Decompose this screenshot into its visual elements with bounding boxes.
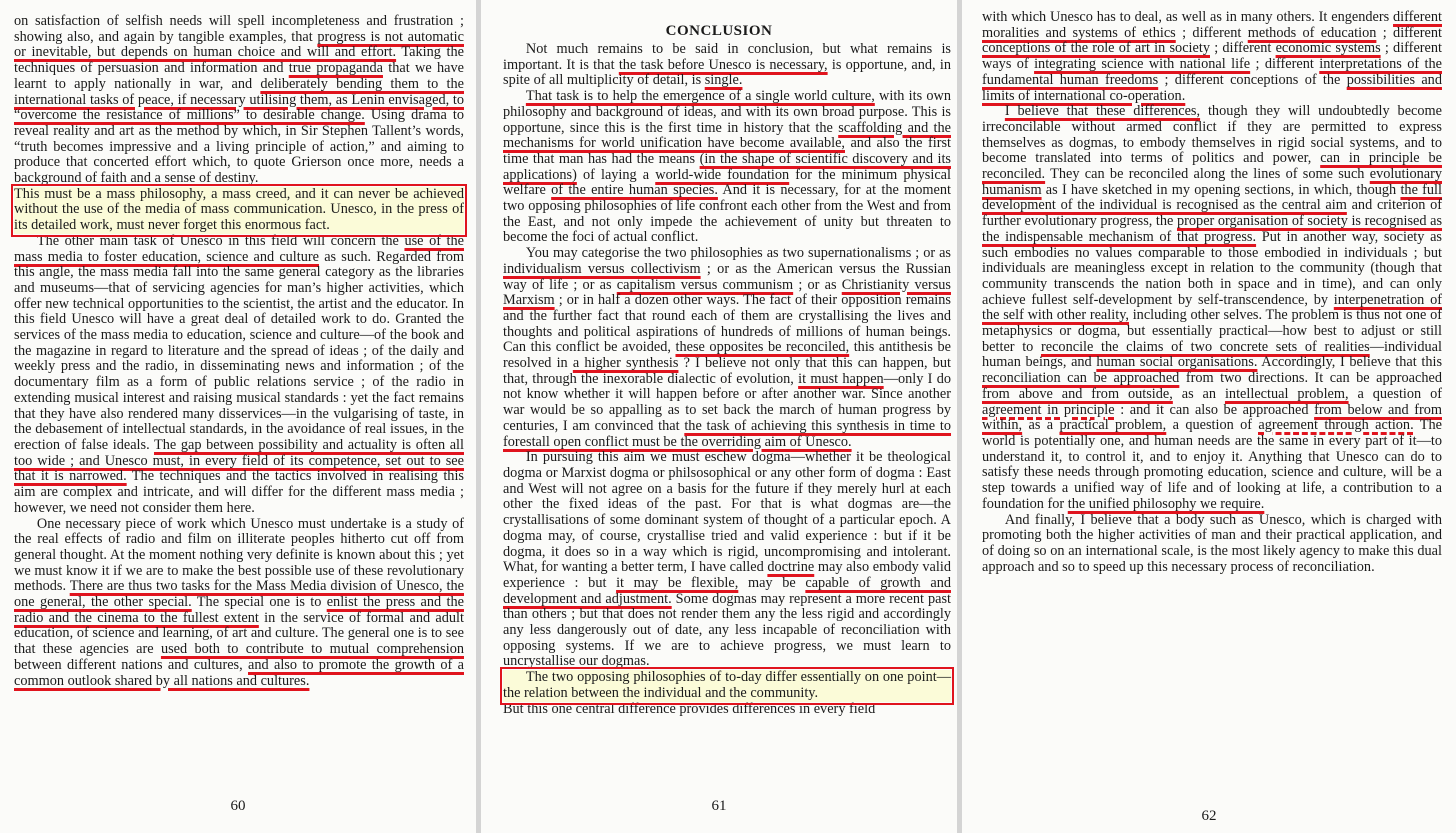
underlined-phrase: enlist the press and the radio and the cinema to the fullest extent [14,594,464,626]
page-number: 62 [1201,808,1217,824]
underlined-phrase: these opposites be reconciled, [675,339,850,356]
text-run: And finally, I believe that a body such as Unesco, which is charged with promoting both the higher activities of man and their practical application, and of doing so on an international scale, is the most likely agency to make this dual approach and so to speed up this necessary process of reconciliation. [982,511,1442,575]
text-run: ; or as [793,276,842,293]
underlined-phrase: reconciliation can be approached [982,370,1180,387]
text-run: between different nations and cultures, [14,656,249,673]
paragraph [503,42,951,89]
text-run: You may categorise the two philosophies as two supernationalisms ; or as [525,245,951,262]
text-run: They can be reconciled along the lines of some such [1045,166,1370,183]
underlined-phrase: agreement in principle [982,401,1115,418]
highlighted-passage: The two opposing philosophies of to-day differ essentially on one point—the relation between the individual and the community. [503,669,951,701]
text-run: Put in another way, society as such embodies no values comparable to those embodied in individuals ; but individuals are meaningless except in relation to the community (though that community transcends the nation both in space and in time), and can only achieve fullest self-development by self-transcendence, by [982,228,1442,308]
text-run: though they will undoubtedly become irreconcilable without armed conflict if they are permitted to express themselves as dogmas, to embody themselves in rigid social systems, and to become translated into terms of politics and power, [982,103,1442,167]
text-run: with which Unesco has to deal, as well as in many others. It engenders [982,9,1394,25]
underlined-phrase: methods of education [1247,24,1377,41]
underlined-phrase: the task before Unesco is necessary, [618,56,828,73]
text-run: and criterion of further evolutionary progress, the [982,197,1442,230]
page-60 [0,0,476,833]
text-run: a question of [1348,385,1442,402]
text-run: on satisfaction of selfish needs will spell incompleteness and frustration ; showing also, and again by tangible examples, that [14,13,464,45]
text-run: ; different conceptions of the [1158,71,1347,88]
text-run: as an [1172,385,1225,402]
text-run: for the minimum physical welfare [503,166,951,199]
underlined-phrase: I believe that these differences, [1004,103,1201,120]
text-run: : and it can also be approached [1114,401,1315,418]
underlined-phrase: agreement through action. [1258,417,1414,434]
underlined-phrase: single. [704,72,743,89]
text-run: from two directions. It can be approached [1179,370,1442,387]
text-run: with its own philosophy and background of ideas, and with its own broad purpose. This is opportune, since this is the first time in history that the [503,88,951,136]
text-run: a question of [1166,417,1259,434]
underlined-phrase: world-wide foundation [655,166,790,183]
paragraph [503,89,951,246]
underlined-phrase: and also to promote the growth of a common outlook shared by all nations and cultures. [14,656,464,689]
text-run: is opportune, and, in spite of all multiplicity of detail, is [503,56,951,89]
underlined-phrase: conceptions of the role of art in society [982,40,1210,57]
paragraph [503,450,951,670]
text-run: of laying a [576,166,656,183]
text-run: One necessary piece of work which Unesco must undertake is a study of the real effects of radio and film on illiterate peoples hitherto cut off from general thought. At the moment nothing very definite is known about this ; yet we must know it if we are to make the best possible use of these revolutionary methods. [14,515,464,595]
underlined-phrase: integrating science with national life [1034,56,1251,73]
text-run: In pursuing this aim we must eschew dogma—whether it be theological dogma or Marxist dogma or philsosophical or any other form of dogma : East and West will not agree on a basis for the future if they merely hurl at each other the fixed ideas of the past. For that is what dogmas are—the crystallisations of some dominant system of thought of a particular epoch. A dogma may, of course, crystallise tried and valid experience : but if it be dogma, it does so in a way which is rigid, uncompromising and intolerant. What, for wanting a better term, I have called [503,449,951,576]
page-61-text [503,42,951,717]
underlined-phrase: interpenetration of the self with other reality, [982,291,1442,324]
underlined-phrase: (in the shape of scientific discovery and its applications) [503,150,951,183]
text-run: And it is necessary, for at the moment two opposing philosophies of life confront each other from the West and from the East, and not only impede the achievement of unity but threaten to become the foci of actual conflict. [503,182,951,246]
underlined-phrase: true propaganda [288,60,383,77]
text-run: as a [1022,417,1060,434]
text-run: —only I do not know whether it will happen before or after another war. Since another war would be so appalling as to set back the march of human progress by centuries, I am convinced that [503,370,952,434]
paragraph [14,234,464,517]
underlined-phrase: different moralities and systems of ethics [982,9,1442,41]
underlined-phrase: human social organisations. [1096,354,1258,371]
underlined-phrase: progress is not automatic or inevitable, but depends on human choice and will and effort. [14,28,464,61]
underlined-phrase: can in principle be reconciled. [982,150,1442,183]
underlined-phrase: Christianity versus Marxism [503,276,951,309]
page-60-text [14,14,464,689]
text-run: as I have sketched in my opening sections, in which, though [1041,181,1401,198]
text-run: The other main task of Unesco in this field will concern the [36,232,405,249]
text-run: The world is potentially one, and human needs are the same in every part of it—to understand it, to control it, and to enjoy it. Anything that Unesco can do to satisfy these needs through promoting education, science and culture, will be a step towards a unified way of life and of looking at life, a contribution to a foundation for [982,417,1443,512]
underlined-phrase: deliberately bending them to the international tasks of peace, if necessary utilising them, as Lenin envisaged, to “overcome the resistance of millions” to desirable change. [14,75,464,124]
text-run: ; different [1175,24,1248,41]
text-run: ; different [1250,56,1320,73]
text-run: including other selves. The problem is thus not one of metaphysics or dogma, but essentially practical—how best to adjust or still better to [982,307,1442,355]
text-run: ; different [1376,24,1443,41]
text-run: ; different [1210,40,1276,57]
paragraph [503,246,951,450]
underlined-phrase: proper organisation of society is recognised as the indispensable mechanism of that progress. [982,213,1443,245]
underlined-phrase: the task of achieving this synthesis in time to forestall open conflict must be the overriding aim of Unesco. [503,417,952,450]
text-run: —individual human beings, and [982,338,1442,371]
text-run: Using drama to reveal reality and art as the method by which, in Sir Stephen Tallent’s words, “truth becomes impressive and a living principle of action,” and aiming to produce that concerted effort which, to quote Grierson once more, needs a background of faith and a sense of destiny. [14,107,464,187]
text-run: may be [738,574,806,591]
underlined-phrase: economic systems [1275,40,1381,57]
paragraph [14,517,464,690]
underlined-phrase: interpretations of the fundamental human freedoms [982,56,1442,88]
text-run: Some dogmas may represent a more recent past than others ; but that does not render them any the less rigid and accordingly any less dangerously out of date, any less incapable of reconciliation with opposing systems. If we are to achieve progress, we must learn to uncrystallise our dogmas. [503,590,952,670]
page-62 [962,0,1456,833]
underlined-phrase: capable of growth and development and adjustment. [503,574,951,607]
paragraph [982,104,1442,512]
underlined-phrase: individualism versus collectivism [503,260,701,277]
text-run: But this one central difference provides differences in every field [503,700,876,717]
underlined-phrase: practical problem, [1059,417,1167,434]
underlined-phrase: capitalism versus communism [616,276,794,293]
underlined-phrase: scaffolding and the mechanisms for world unification have become available, [503,119,951,152]
text-run: Taking the techniques of persuasion and information and [14,44,464,77]
text-run: as such. Regarded from this angle, the mass media fall into the same general category as the libraries and museums—that of servicing agencies for man’s higher activities, which offer new technical opportunities to the scientist, the artist and the educator. In this field Unesco will have a great deal of detailed work to do. Granted the services of the mass media to education, science and culture—of the book and the magazine in regard to literature and the spread of ideas ; of the daily and weekly press and the radio, in disseminating news and information ; of the documentary film as a form of public relations service ; of the radio in extending musical interest and raising musical standards : yet the fact remains that they have also rendered many disservices—in the vulgarising of taste, in the debasement of intellectual standards, in the avoidance of real issues, in the erection of false ideals. [14,248,464,453]
text-run: this antithesis be resolved in [503,339,951,372]
text-run: Accordingly, I believe that this [1257,354,1443,371]
text-run: ? I believe not only that this can happen, but that, through the inexorable dialectic of evolution, [503,355,951,387]
underlined-phrase: the unified philosophy we require. [1067,495,1265,512]
paragraph [982,10,1442,104]
underlined-phrase: the full development of the individual is recognised as the central aim [982,181,1443,214]
underlined-phrase: That task is to help the emergence of a single world culture, [525,88,875,105]
text-run: ; or as the American versus the Russian way of life ; or as [503,260,952,293]
underlined-phrase: from above and from outside, [982,385,1173,402]
underlined-phrase: intellectual problem, [1224,385,1349,402]
underlined-phrase: it must happen [798,370,884,387]
page-62-text [982,10,1442,575]
text-run: Not much remains to be said in conclusion, but what remains is important. It is that [503,41,951,73]
chapter-heading: CONCLUSION [665,23,773,39]
underlined-phrase: evolutionary humanism [982,166,1442,198]
text-run: may also embody valid experience : but [503,559,952,591]
text-run: that we have learnt to apply nationally in war, and [14,60,464,92]
underlined-phrase: a higher synthesis [572,355,679,372]
underlined-phrase: The gap between possibility and actuality is often all too wide ; and Unesco must, in every field of its competence, set out to see that it is narrowed. [14,436,464,485]
text-run: ; or in half a dozen other ways. The fact of their opposition remains and the further fact that round each of them are crystallising the lives and thoughts and political aspirations of hundreds of millions of human beings. Can this conflict be avoided, [503,292,951,356]
page-61 [481,0,957,833]
underlined-phrase: doctrine [767,559,815,576]
underlined-phrase: from below and from within, [982,401,1442,434]
paragraph [14,14,464,234]
underlined-phrase: of the entire human species. [551,182,718,199]
text-run: in the service of formal and adult education, of science and learning, of art and culture. The general one is to see that these agencies are [14,609,464,658]
text-run: The techniques and the tactics involved in realising this aim are complex and intricate, and will differ for the different mass media ; however, we need not consider them here. [14,468,464,516]
underlined-phrase: use of the mass media to foster education, science and culture [14,232,464,265]
paragraph [982,513,1442,576]
paragraph [503,670,951,717]
text-run: and also the first time that man has had the means [503,135,951,167]
underlined-phrase: used both to contribute to mutual comprehension [160,641,464,658]
highlighted-passage: This must be a mass philosophy, a mass creed, and it can never be achieved without the use of the media of mass communication. Unesco, in the press of its detailed work, must never forget this enormous fact. [14,185,464,234]
underlined-phrase: reconcile the claims of two concrete sets of realities [1040,338,1370,355]
page-number: 60 [230,798,246,814]
underlined-phrase: it may be flexible, [616,574,739,591]
page-number: 61 [711,798,727,814]
underlined-phrase: There are thus two tasks for the Mass Media division of Unesco, the one general, the other special. [14,578,465,611]
text-run: The special one is to [191,594,327,611]
underlined-phrase: possibilities and limits of international co-operation. [982,71,1442,104]
text-run: ; different ways of [982,40,1443,73]
